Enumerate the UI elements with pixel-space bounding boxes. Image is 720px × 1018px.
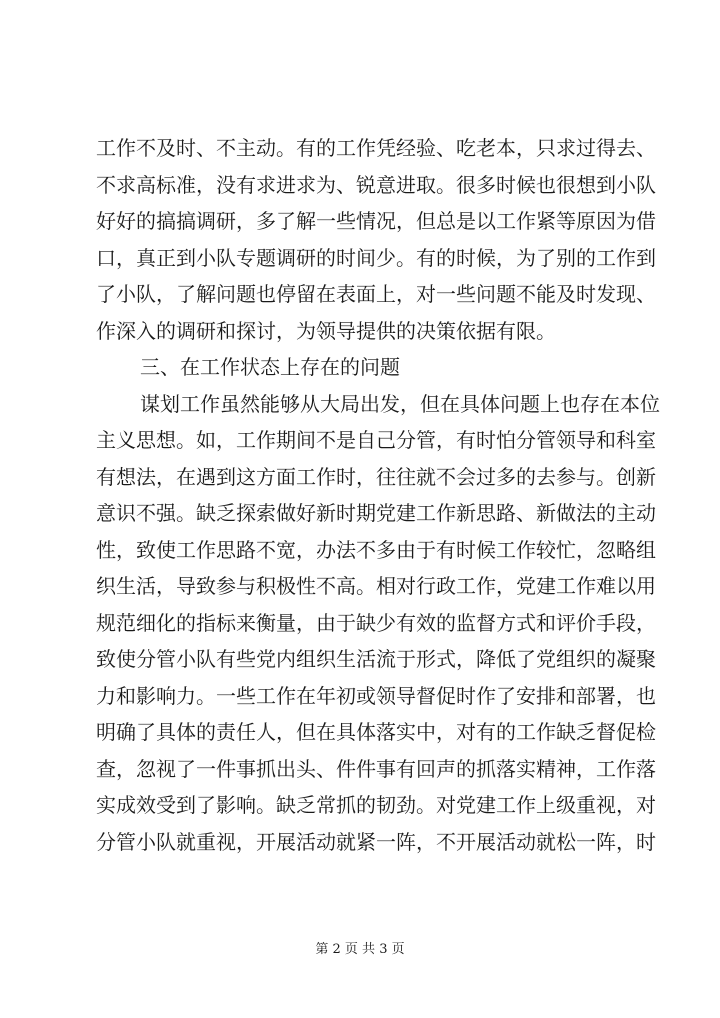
body-text — [96, 130, 660, 860]
text-line: 性，致使工作思路不宽，办法不多由于有时候工作较忙，忽略组 — [96, 537, 656, 562]
text-line: 了小队，了解问题也停留在表面上，对一些问题不能及时发现、 — [96, 282, 656, 306]
text-line: 作深入的调研和探讨，为领导提供的决策依据有限。 — [96, 318, 556, 343]
text-line: 不求高标准，没有求进求为、锐意进取。很多时候也很想到小队 — [96, 172, 656, 197]
text-line: 织生活，导致参与积极性不高。相对行政工作，党建工作难以用 — [96, 574, 656, 598]
text-line: 力和影响力。一些工作在年初或领导督促时作了安排和部署，也 — [96, 683, 656, 708]
paragraph-first-line: 谋划工作虽然能够从大局出发，但在具体问题上也存在本位 — [140, 391, 660, 416]
text-line: 查，忽视了一件事抓出头、件件事有回声的抓落实精神，工作落 — [96, 756, 656, 781]
text-line: 意识不强。缺乏探索做好新时期党建工作新思路、新做法的主动 — [96, 501, 656, 525]
text-line: 致使分管小队有些党内组织生活流于形式，降低了党组织的凝聚 — [96, 647, 656, 671]
text-line: 工作不及时、不主动。有的工作凭经验、吃老本，只求过得去、 — [96, 136, 656, 160]
section-heading: 三、在工作状态上存在的问题 — [140, 355, 400, 379]
text-line: 主义思想。如，工作期间不是自己分管，有时怕分管领导和科室 — [96, 428, 656, 452]
text-line: 有想法，在遇到这方面工作时，往往就不会过多的去参与。创新 — [96, 464, 656, 489]
page-number-footer: 第 2 页 共 3 页 — [315, 942, 405, 957]
text-line: 分管小队就重视，开展活动就紧一阵，不开展活动就松一阵，时 — [96, 829, 656, 854]
text-line: 明确了具体的责任人，但在具体落实中，对有的工作缺乏督促检 — [96, 720, 656, 744]
text-line: 实成效受到了影响。缺乏常抓的韧劲。对党建工作上级重视，对 — [96, 793, 656, 817]
text-line: 规范细化的指标来衡量，由于缺少有效的监督方式和评价手段， — [96, 610, 656, 635]
text-line: 口，真正到小队专题调研的时间少。有的时候，为了别的工作到 — [96, 245, 656, 270]
text-line: 好好的搞搞调研，多了解一些情况，但总是以工作紧等原因为借 — [96, 209, 656, 233]
